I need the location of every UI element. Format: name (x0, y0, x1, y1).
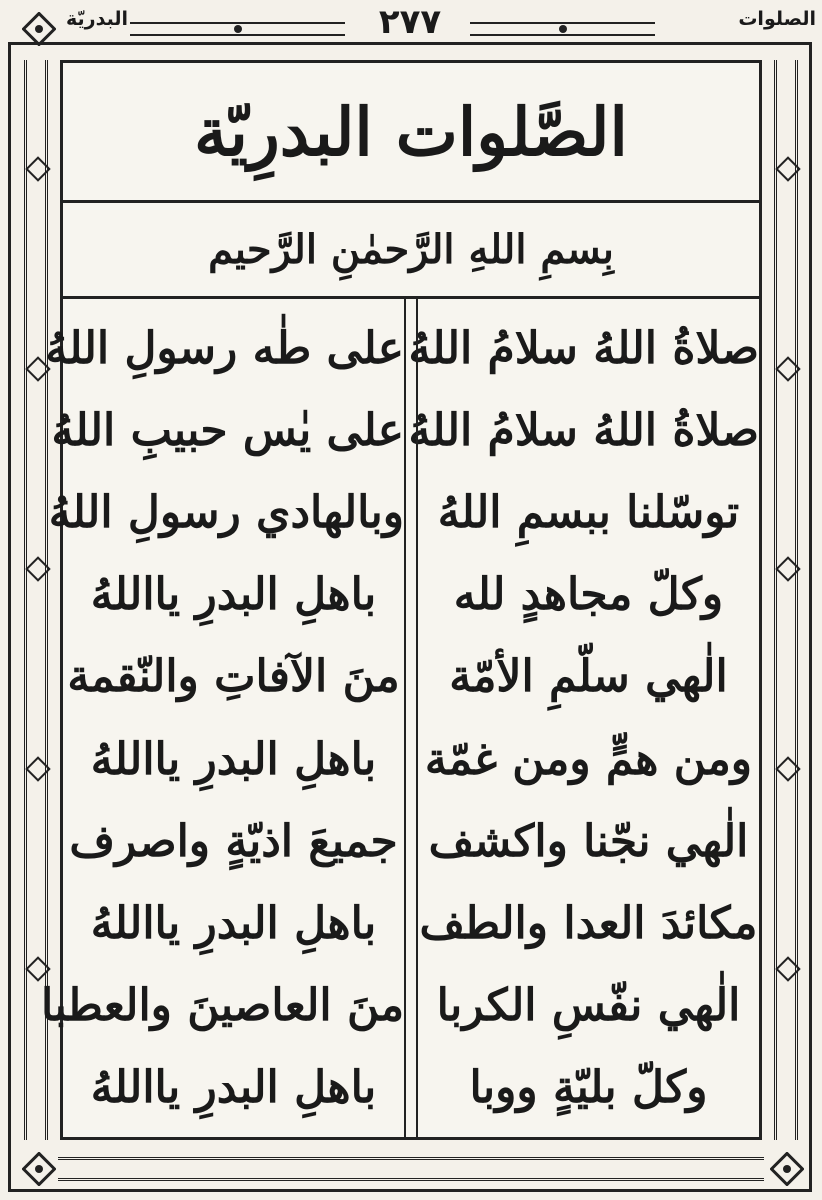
left-verse-column (41, 299, 405, 1137)
verse-line: الٰهي سلّمِ الأمّة (449, 651, 728, 703)
verse-line: الٰهي نجّنا واكشف (428, 815, 749, 867)
verse-line: وبالهادي رسولِ اللهُ (48, 486, 405, 538)
verse-line: باهلِ البدرِ يااللهُ (90, 569, 377, 621)
column-divider (404, 299, 418, 1137)
bottom-ornament-band (58, 1157, 764, 1181)
verse-line: منَ الآفاتِ والنّقمة (67, 651, 400, 703)
header-ornament-band-right (470, 22, 655, 36)
bismillah-box (63, 203, 759, 299)
title-box (63, 63, 759, 203)
bismillah-text: بِسمِ اللهِ الرَّحمٰنِ الرَّحيم (208, 226, 614, 273)
header-ornament-band-left (130, 22, 345, 36)
verse-line: باهلِ البدرِ يااللهُ (90, 1062, 377, 1114)
verse-line: جميعَ اذيّةٍ واصرف (69, 815, 398, 867)
right-ornament-band (774, 60, 798, 1140)
content-panel (41, 60, 762, 1140)
header-left-label: البدريّة (66, 8, 128, 30)
verse-line: على طٰه رسولِ اللهُ (45, 322, 405, 374)
verse-line: باهلِ البدرِ يااللهُ (90, 733, 377, 785)
verse-line: مكائدَ العدا والطف (419, 897, 758, 949)
verse-line: ومن همٍّ ومن غمّة (424, 733, 753, 785)
verse-line: باهلِ البدرِ يااللهُ (90, 897, 377, 949)
right-verse-column (408, 299, 759, 1137)
header-right-label: الصلوات (738, 8, 816, 30)
verse-line: وكلّ بليّةٍ ووبا (469, 1062, 708, 1114)
verse-line: منَ العاصينَ والعطبا (41, 980, 405, 1032)
verse-line: الٰهي نفّسِ الكربا (436, 980, 741, 1032)
verse-line: على يٰس حبيبِ اللهُ (51, 404, 405, 456)
corner-ornament-icon (14, 1144, 64, 1194)
verse-line: صلاةُ اللهُ سلامُ اللهُ (408, 404, 759, 456)
verse-line: وكلّ مجاهدٍ لله (453, 569, 724, 621)
page-title: الصَّلوات البدرِيّة (194, 92, 628, 171)
verse-columns (41, 299, 759, 1137)
verse-line: توسّلنا ببسمِ اللهُ (437, 486, 740, 538)
page-number: ٢٧٧ (378, 2, 442, 42)
verse-line: صلاةُ اللهُ سلامُ اللهُ (408, 322, 759, 374)
left-ornament-band (24, 60, 48, 1140)
corner-ornament-icon (762, 1144, 812, 1194)
